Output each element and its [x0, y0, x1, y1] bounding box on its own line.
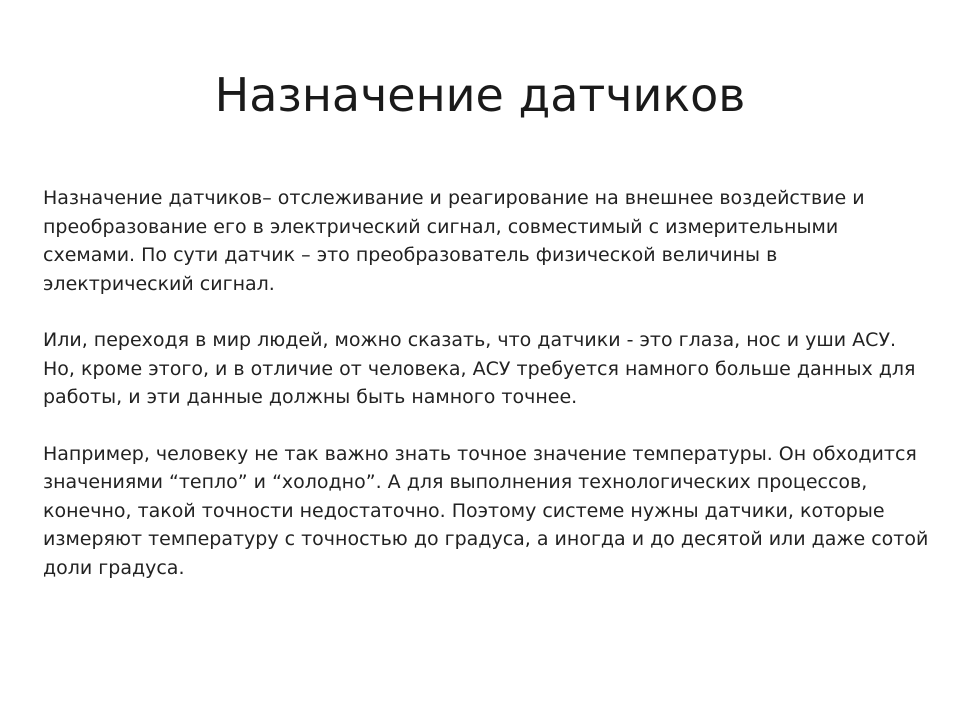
slide-body: [43, 184, 928, 610]
slide-title: Назначение датчиков: [214, 68, 746, 122]
text-line: электрический сигнал.: [43, 272, 275, 295]
text-line: Например, человеку не так важно знать точное значение температуры. Он обходится: [43, 442, 917, 465]
text-line: схемами. По сути датчик – это преобразователь физической величины в: [43, 244, 778, 266]
text-line: Но, кроме этого, и в отличие от человека, АСУ требуется намного больше данных для: [43, 357, 916, 380]
paragraph-analogy: [43, 326, 928, 412]
paragraph-purpose: [43, 184, 928, 298]
paragraph-example: [43, 440, 928, 583]
text-line: измеряют температуру с точностью до градуса, а иногда и до десятой или даже сотой: [43, 528, 929, 550]
text-line: преобразование его в электрический сигнал, совместимый с измерительными: [43, 215, 839, 238]
text-line: доли градуса.: [43, 556, 185, 579]
text-line: работы, и эти данные должны быть намного точнее.: [43, 386, 578, 408]
text-line: Или, переходя в мир людей, можно сказать, что датчики - это глаза, нос и уши АСУ.: [43, 329, 897, 351]
text-line: Назначение датчиков– отслеживание и реагирование на внешнее воздействие и: [43, 187, 865, 209]
text-line: значениями “тепло” и “холодно”. А для выполнения технологических процессов,: [43, 471, 868, 493]
text-line: конечно, такой точности недостаточно. Поэтому системе нужны датчики, которые: [43, 499, 885, 522]
